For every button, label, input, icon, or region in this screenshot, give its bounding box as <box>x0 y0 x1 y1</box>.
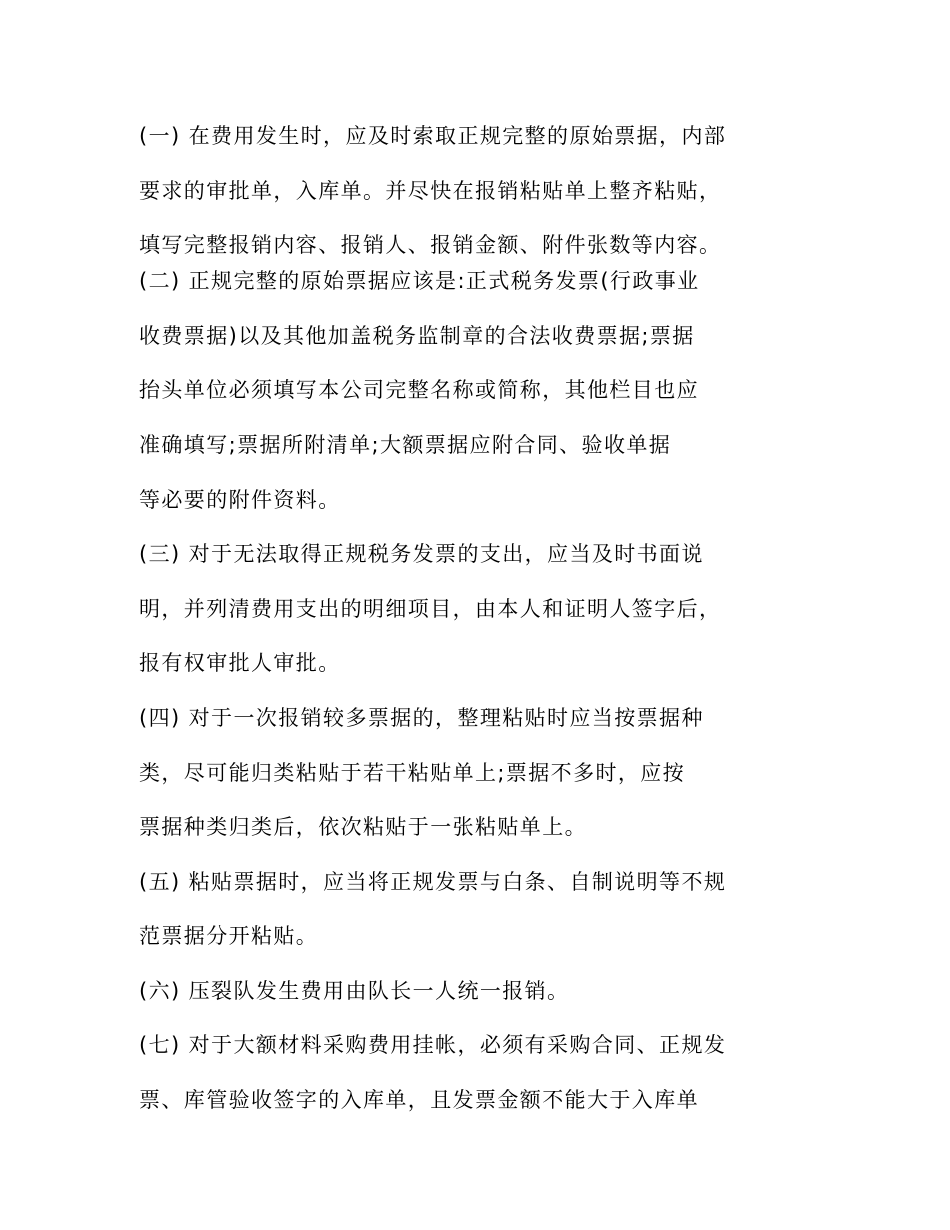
text-line: (三) 对于无法取得正规税务发票的支出，应当及时书面说 <box>139 542 704 566</box>
text-line: 类，尽可能归类粘贴于若干粘贴单上;票据不多时，应按 <box>139 761 686 785</box>
text-line: (二) 正规完整的原始票据应该是:正式税务发票(行政事业 <box>139 269 700 293</box>
text-line: 抬头单位必须填写本公司完整名称或简称，其他栏目也应 <box>139 378 699 402</box>
text-line: (四) 对于一次报销较多票据的，整理粘贴时应当按票据种 <box>139 706 704 730</box>
text-line: 填写完整报销内容、报销人、报销金额、附件张数等内容。 <box>139 233 722 257</box>
text-line: (五) 粘贴票据时，应当将正规发票与白条、自制说明等不规 <box>139 870 727 894</box>
text-line: 明，并列清费用支出的明细项目，由本人和证明人签字后， <box>139 597 722 621</box>
text-line: 票据种类归类后，依次粘贴于一张粘贴单上。 <box>139 815 587 839</box>
text-line: 票、库管验收签字的入库单，且发票金额不能大于入库单 <box>139 1088 699 1112</box>
text-line: (六) 压裂队发生费用由队长一人统一报销。 <box>139 979 570 1003</box>
text-line: 范票据分开粘贴。 <box>139 924 319 948</box>
text-line: 准确填写;票据所附清单;大额票据应附合同、验收单据 <box>139 433 672 457</box>
text-line: 报有权审批人审批。 <box>139 651 341 675</box>
text-line: (一) 在费用发生时，应及时索取正规完整的原始票据，内部 <box>139 124 727 148</box>
text-line: 要求的审批单，入库单。并尽快在报销粘贴单上整齐粘贴， <box>139 179 722 203</box>
text-line: 等必要的附件资料。 <box>139 488 341 512</box>
text-line: 收费票据)以及其他加盖税务监制章的合法收费票据;票据 <box>139 324 695 348</box>
text-line: (七) 对于大额材料采购费用挂帐，必须有采购合同、正规发 <box>139 1033 727 1057</box>
